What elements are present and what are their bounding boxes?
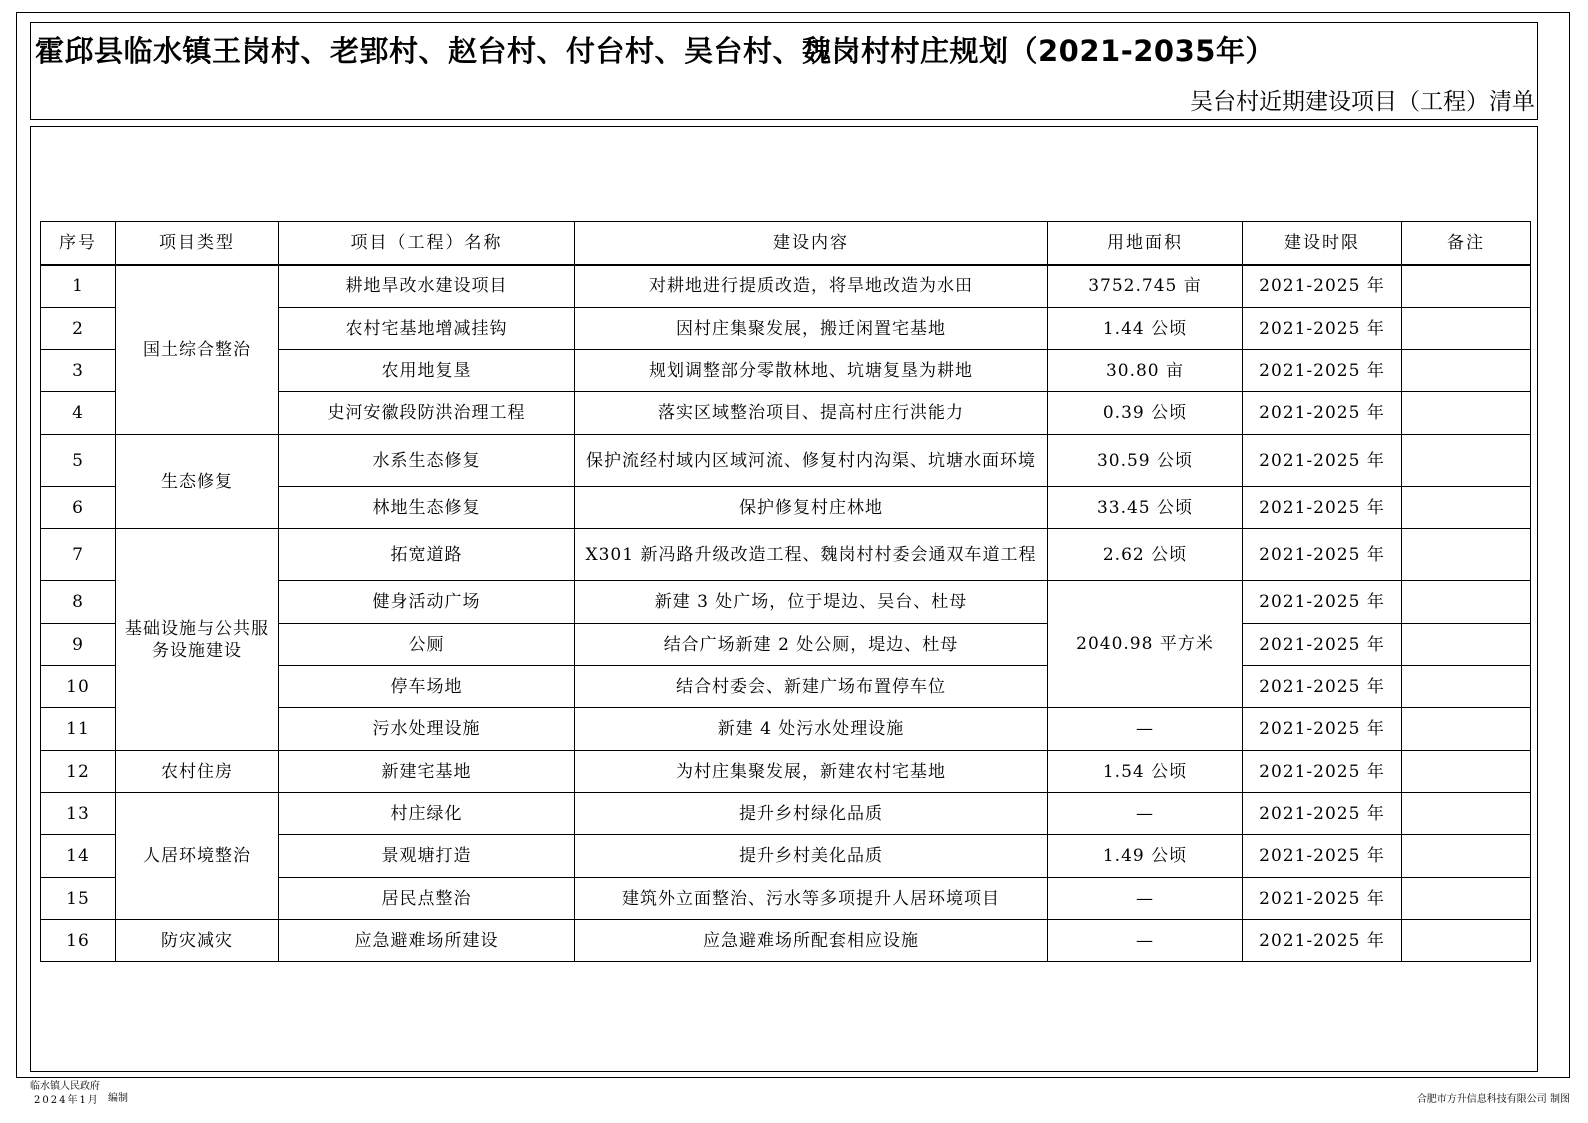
project-type: 防灾减灾 <box>116 920 279 962</box>
build-period: 2021-2025 年 <box>1243 793 1402 835</box>
project-name: 居民点整治 <box>279 878 575 920</box>
project-name: 污水处理设施 <box>279 708 575 751</box>
land-area: — <box>1048 708 1243 751</box>
column-header: 备注 <box>1402 222 1531 265</box>
project-content: 为村庄集聚发展，新建农村宅基地 <box>575 751 1048 793</box>
row-number: 9 <box>41 624 116 666</box>
column-header: 序号 <box>41 222 116 265</box>
project-name: 林地生态修复 <box>279 487 575 529</box>
project-content: 对耕地进行提质改造，将旱地改造为水田 <box>575 265 1048 308</box>
table-row <box>41 920 1531 962</box>
remark <box>1402 529 1531 581</box>
build-period: 2021-2025 年 <box>1243 751 1402 793</box>
project-content: 规划调整部分零散林地、坑塘复垦为耕地 <box>575 350 1048 392</box>
remark <box>1402 350 1531 392</box>
remark <box>1402 751 1531 793</box>
remark <box>1402 708 1531 751</box>
build-period: 2021-2025 年 <box>1243 920 1402 962</box>
land-area: — <box>1048 878 1243 920</box>
project-content: 提升乡村绿化品质 <box>575 793 1048 835</box>
remark <box>1402 878 1531 920</box>
build-period: 2021-2025 年 <box>1243 350 1402 392</box>
table-header-row <box>41 222 1531 265</box>
build-period: 2021-2025 年 <box>1243 529 1402 581</box>
table-row <box>41 751 1531 793</box>
row-number: 8 <box>41 581 116 624</box>
project-content: 结合广场新建 2 处公厕，堤边、杜母 <box>575 624 1048 666</box>
footer-map-maker: 合肥市方升信息科技有限公司 制图 <box>1416 1094 1570 1105</box>
footer-org-name: 临水镇人民政府 <box>30 1081 100 1092</box>
table-row <box>41 793 1531 835</box>
project-content: 建筑外立面整治、污水等多项提升人居环境项目 <box>575 878 1048 920</box>
project-name: 应急避难场所建设 <box>279 920 575 962</box>
footer-date: 2024年1月 <box>34 1095 100 1106</box>
page-title: 霍邱县临水镇王岗村、老郢村、赵台村、付台村、吴台村、魏岗村村庄规划（2021-2035年） <box>35 34 1275 68</box>
table-row <box>41 435 1531 487</box>
project-content: 保护流经村域内区域河流、修复村内沟渠、坑塘水面环境 <box>575 435 1048 487</box>
land-area: — <box>1048 920 1243 962</box>
land-area: 33.45 公顷 <box>1048 487 1243 529</box>
column-header: 项目类型 <box>116 222 279 265</box>
row-number: 2 <box>41 308 116 350</box>
remark <box>1402 835 1531 878</box>
build-period: 2021-2025 年 <box>1243 666 1402 708</box>
remark <box>1402 435 1531 487</box>
table-row <box>41 265 1531 308</box>
project-content: 因村庄集聚发展，搬迁闲置宅基地 <box>575 308 1048 350</box>
table-row <box>41 529 1531 581</box>
project-name: 耕地旱改水建设项目 <box>279 265 575 308</box>
row-number: 5 <box>41 435 116 487</box>
build-period: 2021-2025 年 <box>1243 581 1402 624</box>
remark <box>1402 666 1531 708</box>
column-header: 项目（工程）名称 <box>279 222 575 265</box>
land-area: 2.62 公顷 <box>1048 529 1243 581</box>
project-type: 农村住房 <box>116 751 279 793</box>
project-content: 新建 4 处污水处理设施 <box>575 708 1048 751</box>
row-number: 4 <box>41 392 116 435</box>
remark <box>1402 920 1531 962</box>
column-header: 建设内容 <box>575 222 1048 265</box>
project-content: 落实区域整治项目、提高村庄行洪能力 <box>575 392 1048 435</box>
project-name: 史河安徽段防洪治理工程 <box>279 392 575 435</box>
project-name: 农村宅基地增减挂钩 <box>279 308 575 350</box>
project-type: 国土综合整治 <box>116 265 279 435</box>
row-number: 6 <box>41 487 116 529</box>
row-number: 12 <box>41 751 116 793</box>
land-area: — <box>1048 793 1243 835</box>
project-type: 生态修复 <box>116 435 279 529</box>
column-header: 用地面积 <box>1048 222 1243 265</box>
project-name: 停车场地 <box>279 666 575 708</box>
build-period: 2021-2025 年 <box>1243 435 1402 487</box>
project-content: X301 新冯路升级改造工程、魏岗村村委会通双车道工程 <box>575 529 1048 581</box>
land-area: 1.54 公顷 <box>1048 751 1243 793</box>
row-number: 10 <box>41 666 116 708</box>
project-content: 保护修复村庄林地 <box>575 487 1048 529</box>
land-area: 30.80 亩 <box>1048 350 1243 392</box>
project-name: 拓宽道路 <box>279 529 575 581</box>
project-table <box>40 221 1531 962</box>
row-number: 13 <box>41 793 116 835</box>
row-number: 14 <box>41 835 116 878</box>
project-content: 新建 3 处广场，位于堤边、吴台、杜母 <box>575 581 1048 624</box>
land-area: 1.49 公顷 <box>1048 835 1243 878</box>
build-period: 2021-2025 年 <box>1243 835 1402 878</box>
project-content: 应急避难场所配套相应设施 <box>575 920 1048 962</box>
footer-organization <box>30 1080 100 1108</box>
project-name: 水系生态修复 <box>279 435 575 487</box>
column-header: 建设时限 <box>1243 222 1402 265</box>
land-area: 30.59 公顷 <box>1048 435 1243 487</box>
project-name: 公厕 <box>279 624 575 666</box>
land-area: 3752.745 亩 <box>1048 265 1243 308</box>
row-number: 3 <box>41 350 116 392</box>
project-content: 结合村委会、新建广场布置停车位 <box>575 666 1048 708</box>
build-period: 2021-2025 年 <box>1243 487 1402 529</box>
remark <box>1402 487 1531 529</box>
row-number: 7 <box>41 529 116 581</box>
remark <box>1402 308 1531 350</box>
project-name: 村庄绿化 <box>279 793 575 835</box>
row-number: 16 <box>41 920 116 962</box>
project-name: 农用地复垦 <box>279 350 575 392</box>
footer-editor-label: 编制 <box>108 1093 128 1104</box>
row-number: 1 <box>41 265 116 308</box>
build-period: 2021-2025 年 <box>1243 308 1402 350</box>
build-period: 2021-2025 年 <box>1243 708 1402 751</box>
project-name: 健身活动广场 <box>279 581 575 624</box>
build-period: 2021-2025 年 <box>1243 878 1402 920</box>
project-type: 基础设施与公共服务设施建设 <box>116 529 279 751</box>
remark <box>1402 793 1531 835</box>
remark <box>1402 392 1531 435</box>
build-period: 2021-2025 年 <box>1243 392 1402 435</box>
land-area: 0.39 公顷 <box>1048 392 1243 435</box>
build-period: 2021-2025 年 <box>1243 624 1402 666</box>
remark <box>1402 265 1531 308</box>
project-name: 景观塘打造 <box>279 835 575 878</box>
project-type: 人居环境整治 <box>116 793 279 920</box>
page-subtitle: 吴台村近期建设项目（工程）清单 <box>1190 89 1535 115</box>
project-name: 新建宅基地 <box>279 751 575 793</box>
row-number: 15 <box>41 878 116 920</box>
row-number: 11 <box>41 708 116 751</box>
land-area: 1.44 公顷 <box>1048 308 1243 350</box>
land-area: 2040.98 平方米 <box>1048 581 1243 708</box>
title-block <box>30 22 1538 120</box>
remark <box>1402 581 1531 624</box>
project-content: 提升乡村美化品质 <box>575 835 1048 878</box>
build-period: 2021-2025 年 <box>1243 265 1402 308</box>
remark <box>1402 624 1531 666</box>
